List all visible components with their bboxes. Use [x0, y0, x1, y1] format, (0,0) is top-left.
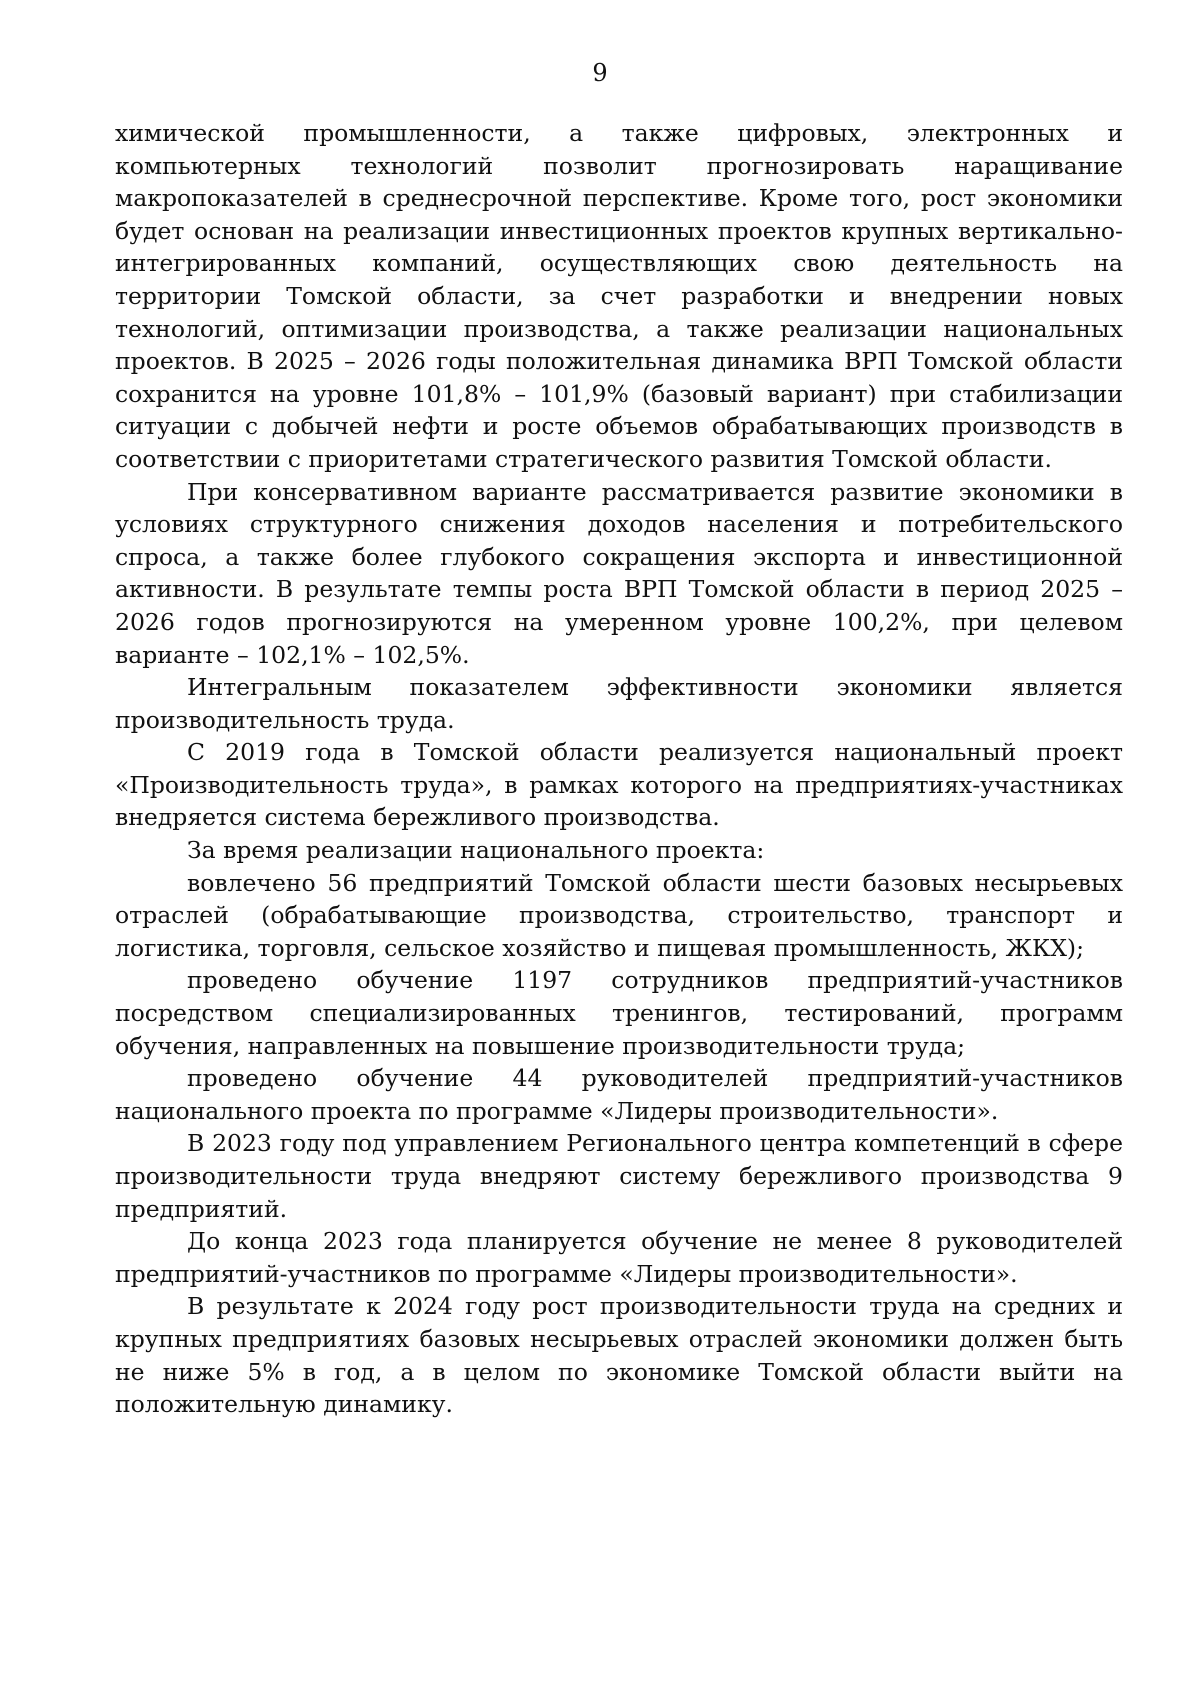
paragraph-labor-productivity: Интегральным показателем эффективности экономики является производительность труда.: [115, 673, 1123, 734]
paragraph-results-intro: За время реализации национального проекта:: [187, 836, 765, 865]
paragraph-2024-outcome: В результате к 2024 году рост производительности труда на средних и крупных предприятиях базовых несырьевых отраслей экономики должен быть не ниже 5% в год, а в целом по экономике Томской области выйти на положительную динамику.: [115, 1292, 1123, 1419]
paragraph-enterprises-involved: вовлечено 56 предприятий Томской области шести базовых несырьевых отраслей (обрабатывающие производства, строительство, транспорт и логистика, торговля, сельское хозяйство и пищевая промышленность, ЖКХ);: [115, 868, 1123, 962]
paragraph-conservative-variant: При консервативном варианте рассматривается развитие экономики в условиях структурного снижения доходов населения и потребительского спроса, а также более глубокого сокращения экспорта и инвестиционной активности. В результате темпы роста ВРП Томской области в период 2025 – 2026 годов прогнозируются на умеренном уровне 100,2%, при целевом варианте – 102,1% – 102,5%.: [115, 477, 1123, 669]
document-body: [115, 117, 1123, 1421]
paragraph-continuation: химической промышленности, а также цифровых, электронных и компьютерных технологий позволит прогнозировать наращивание макропоказателей в среднесрочной перспективе. Кроме того, рост экономики будет основан на реализации инвестиционных проектов крупных вертикально-интегрированных компаний, осуществляющих свою деятельность на территории Томской области, за счет разработки и внедрении новых технологий, оптимизации производства, а также реализации национальных проектов. В 2025 – 2026 годы положительная динамика ВРП Томской области сохранится на уровне 101,8% – 101,9% (базовый вариант) при стабилизации ситуации с добычей нефти и росте объемов обрабатывающих производств в соответствии с приоритетами стратегического развития Томской области.: [115, 119, 1123, 473]
paragraph-2023-implementation: В 2023 году под управлением Регионального центра компетенций в сфере производительности труда внедряют систему бережливого производства 9 предприятий.: [115, 1129, 1123, 1223]
paragraph-employees-trained: проведено обучение 1197 сотрудников предприятий-участников посредством специализированных тренингов, тестирований, программ обучения, направленных на повышение производительности труда;: [115, 966, 1123, 1060]
paragraph-2023-training-plan: До конца 2023 года планируется обучение не менее 8 руководителей предприятий-участников по программе «Лидеры производительности».: [115, 1227, 1123, 1288]
page-number: 9: [592, 59, 608, 87]
paragraph-leaders-trained: проведено обучение 44 руководителей предприятий-участников национального проекта по программе «Лидеры производительности».: [115, 1064, 1123, 1125]
paragraph-national-project: С 2019 года в Томской области реализуется национальный проект «Производительность труда», в рамках которого на предприятиях-участниках внедряется система бережливого производства.: [115, 738, 1123, 832]
